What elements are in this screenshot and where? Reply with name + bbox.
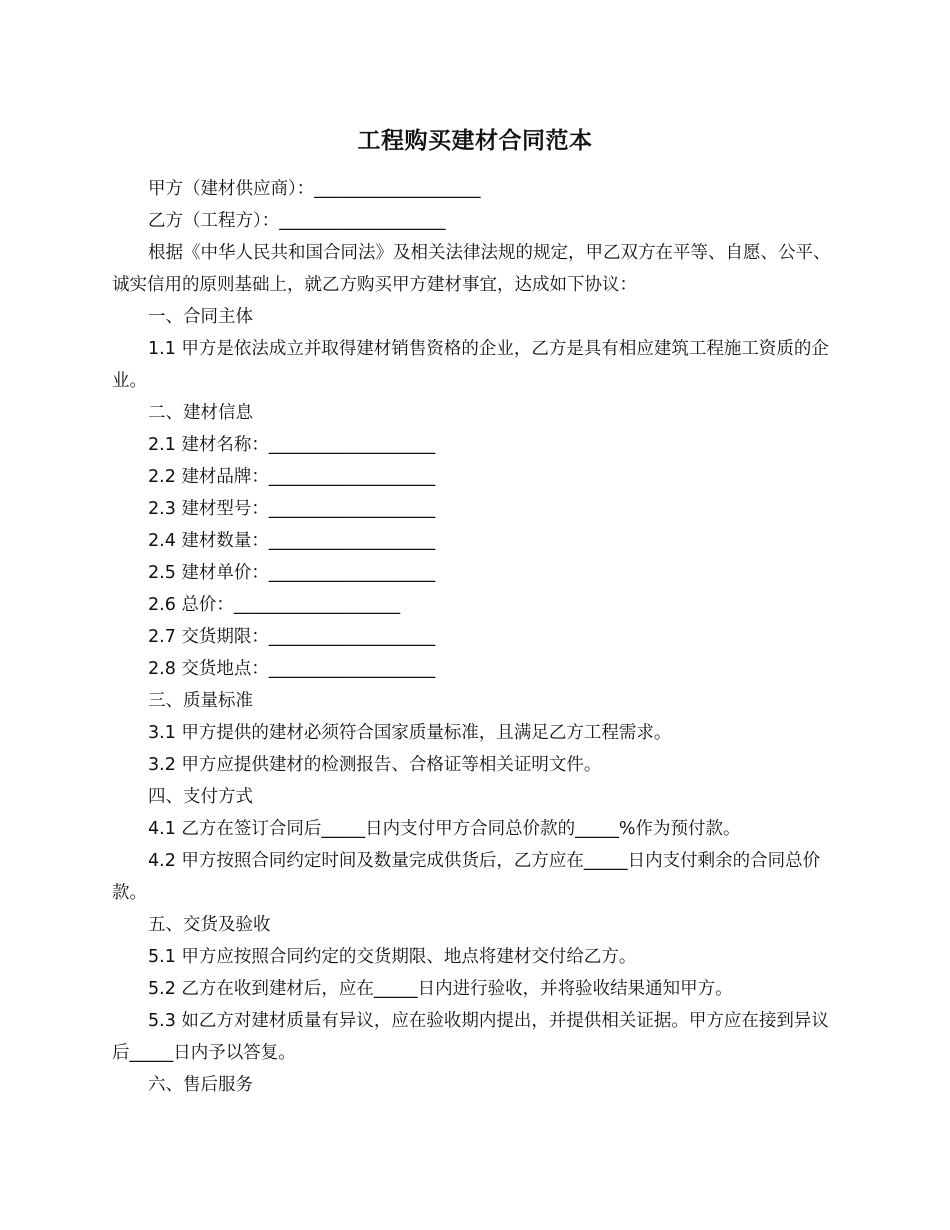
clause-paragraph: 2.7 交货期限：___________________ bbox=[148, 627, 436, 647]
preamble-paragraph: 根据《中华人民共和国合同法》及相关法律法规的规定，甲乙双方在平等、自愿、公平、诚实信用的原则基础上，就乙方购买甲方建材事宜，达成如下协议： bbox=[112, 243, 831, 295]
clause-paragraph: 2.8 交货地点：___________________ bbox=[148, 659, 436, 679]
clause-paragraph: 2.2 建材品牌：___________________ bbox=[148, 467, 436, 487]
clause-paragraph: 5.3 如乙方对建材质量有异议，应在验收期内提出，并提供相关证据。甲方应在接到异议后_____日内予以答复。 bbox=[112, 1011, 829, 1063]
section-heading: 五、交货及验收 bbox=[148, 915, 271, 935]
clause-paragraph: 2.6 总价：___________________ bbox=[148, 595, 401, 615]
section-heading: 二、建材信息 bbox=[148, 403, 253, 423]
document-title: 工程购买建材合同范本 bbox=[357, 128, 593, 154]
clause-paragraph: 5.2 乙方在收到建材后，应在_____日内进行验收，并将验收结果通知甲方。 bbox=[148, 979, 733, 999]
party-b-line: 乙方（工程方）：___________________ bbox=[148, 211, 446, 231]
clause-paragraph: 4.2 甲方按照合同约定时间及数量完成供货后，乙方应在_____日内支付剩余的合同总价款。 bbox=[112, 851, 821, 903]
clause-paragraph: 3.2 甲方应提供建材的检测报告、合格证等相关证明文件。 bbox=[148, 755, 602, 775]
clause-paragraph: 2.5 建材单价：___________________ bbox=[148, 563, 436, 583]
section-heading: 三、质量标准 bbox=[148, 691, 253, 711]
clause-paragraph: 3.1 甲方提供的建材必须符合国家质量标准，且满足乙方工程需求。 bbox=[148, 723, 672, 743]
clause-paragraph: 1.1 甲方是依法成立并取得建材销售资格的企业，乙方是具有相应建筑工程施工资质的企业。 bbox=[112, 339, 829, 391]
section-heading: 四、支付方式 bbox=[148, 787, 253, 807]
section-heading: 六、售后服务 bbox=[148, 1075, 253, 1095]
clause-paragraph: 2.1 建材名称：___________________ bbox=[148, 435, 436, 455]
document-body bbox=[112, 173, 842, 1101]
clause-paragraph: 2.4 建材数量：___________________ bbox=[148, 531, 436, 551]
party-a-line: 甲方（建材供应商）：___________________ bbox=[148, 179, 481, 199]
clause-paragraph: 2.3 建材型号：___________________ bbox=[148, 499, 436, 519]
clause-paragraph: 4.1 乙方在签订合同后_____日内支付甲方合同总价款的_____%作为预付款。 bbox=[148, 819, 741, 839]
section-heading: 一、合同主体 bbox=[148, 307, 253, 327]
clause-paragraph: 5.1 甲方应按照合同约定的交货期限、地点将建材交付给乙方。 bbox=[148, 947, 637, 967]
